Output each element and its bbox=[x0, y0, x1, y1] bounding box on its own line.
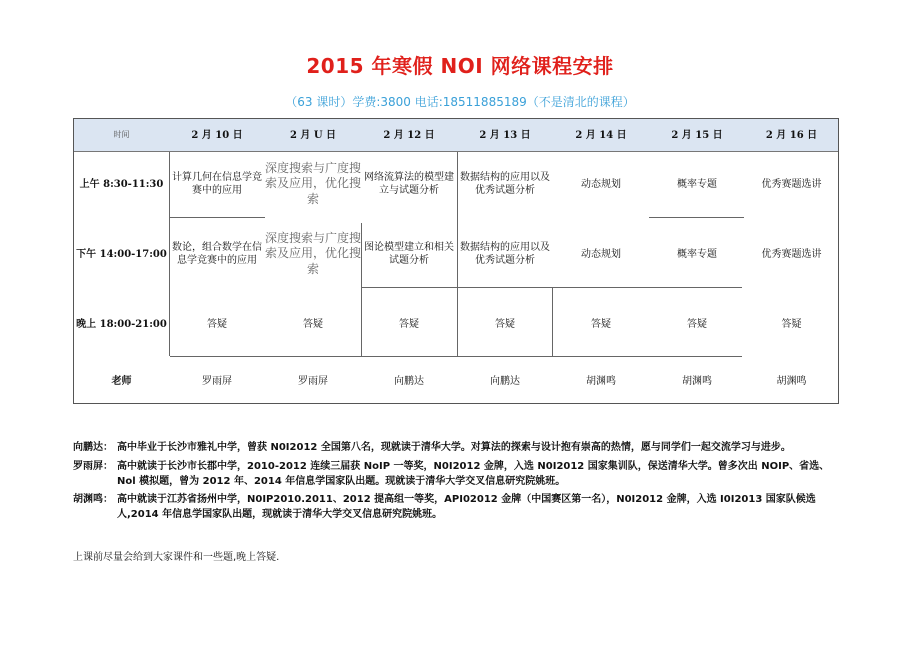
teacher-cell: 向鹏达 bbox=[490, 375, 520, 387]
date-header: 2 月 15 日 bbox=[671, 129, 723, 141]
schedule-cell: 优秀赛题选讲 bbox=[761, 248, 822, 260]
row-label-afternoon: 下午 14:00-17:00 bbox=[76, 248, 167, 260]
date-header: 2 月 12 日 bbox=[383, 129, 435, 141]
date-header: 2 月 16 日 bbox=[765, 129, 818, 141]
schedule-cell: 概率专题 bbox=[677, 248, 717, 260]
schedule-cell: 动态规划 bbox=[581, 178, 621, 190]
bio-name: 胡渊鸣： bbox=[73, 494, 113, 505]
row-label-teacher: 老师 bbox=[111, 375, 132, 387]
teacher-cell: 向鹏达 bbox=[394, 375, 424, 387]
page-subtitle: （63 课时）学费:3800 电话:18511885189（不是清北的课程） bbox=[285, 95, 635, 109]
date-header: 2 月 13 日 bbox=[479, 129, 531, 141]
grid-line bbox=[457, 152, 458, 356]
row-label-morning: 上午 8:30-11:30 bbox=[79, 178, 164, 190]
schedule-cell: 概率专题 bbox=[677, 178, 717, 190]
schedule-cell: 答疑 bbox=[781, 318, 802, 330]
schedule-table bbox=[73, 118, 839, 404]
schedule-cell: 答疑 bbox=[687, 318, 707, 330]
bio-text: 高中就读于长沙市长郡中学，2010-2012 连续三届获 NoIP 一等奖，N0I2012 金牌，入选 N0I2012 国家集训队，保送清华大学。曾多次出 NOIP、省选、Nol 模拟题，曾为 2012 年、2014 年信息学国家队出题。现就读于清华大学交叉信息研究院姚班。 bbox=[117, 461, 830, 487]
grid-line bbox=[362, 287, 742, 288]
date-header: 2 月 10 日 bbox=[191, 129, 243, 141]
row-label-evening: 晚上 18:00-21:00 bbox=[76, 318, 167, 330]
schedule-cell: 答疑 bbox=[303, 318, 323, 330]
grid-line bbox=[169, 152, 170, 356]
bio-name: 罗雨屏： bbox=[73, 461, 113, 472]
schedule-cell: 答疑 bbox=[591, 318, 611, 330]
schedule-cell: 深度搜索与广度搜索及应用，优化搜索 bbox=[265, 230, 362, 276]
schedule-cell: 数据结构的应用以及优秀试题分析 bbox=[460, 172, 550, 196]
page-title: 2015 年寒假 NOI 网络课程安排 bbox=[306, 54, 614, 78]
bio-text: 高中就读于江苏省扬州中学，N0IP2010.2011、2012 提高组一等奖，API02012 金牌（中国赛区第一名），N0I2012 金牌，入选 I0I2013 国家队候选人,2014 年信息学国家队出题，现就读于清华大学交叉信息研究院姚班。 bbox=[117, 494, 816, 520]
time-header: 时间 bbox=[113, 129, 130, 139]
schedule-cell: 数据结构的应用以及优秀试题分析 bbox=[460, 242, 550, 266]
schedule-cell: 计算几何在信息学竞赛中的应用 bbox=[172, 172, 262, 196]
schedule-cell: 优秀赛题选讲 bbox=[761, 178, 822, 190]
date-header: 2 月 14 日 bbox=[575, 129, 627, 141]
schedule-cell: 图论模型建立和相关试题分析 bbox=[364, 242, 454, 266]
schedule-cell: 深度搜索与广度搜索及应用，优化搜索 bbox=[265, 160, 362, 206]
date-header: 2 月 U 日 bbox=[289, 129, 337, 141]
schedule-cell: 网络流算法的模型建立与试题分析 bbox=[364, 172, 454, 196]
grid-line bbox=[649, 217, 744, 218]
grid-line bbox=[170, 217, 265, 218]
bio-text: 高中毕业于长沙市雅礼中学，曾获 N0I2012 全国第八名，现就读于清华大学。对算法的探索与设计抱有崇高的热情，愿与同学们一起交流学习与进步。 bbox=[117, 442, 791, 453]
schedule-cell: 答疑 bbox=[495, 318, 515, 330]
grid-line bbox=[552, 287, 553, 356]
bio-name: 向鹏达： bbox=[73, 442, 113, 453]
grid-line bbox=[170, 356, 742, 357]
teacher-cell: 罗雨屏 bbox=[298, 375, 328, 387]
teacher-cell: 胡渊鸣 bbox=[682, 375, 712, 387]
footer-note: 上课前尽量会给到大家课件和一些题,晚上答疑. bbox=[73, 552, 280, 563]
teacher-cell: 胡渊鸣 bbox=[776, 375, 807, 387]
grid-line bbox=[361, 223, 362, 356]
schedule-cell: 答疑 bbox=[399, 318, 419, 330]
teacher-cell: 罗雨屏 bbox=[202, 375, 232, 387]
schedule-cell: 数论，组合数学在信息学竞赛中的应用 bbox=[172, 242, 262, 266]
schedule-cell: 答疑 bbox=[207, 318, 227, 330]
teacher-cell: 胡渊鸣 bbox=[586, 375, 616, 387]
schedule-cell: 动态规划 bbox=[581, 248, 621, 260]
